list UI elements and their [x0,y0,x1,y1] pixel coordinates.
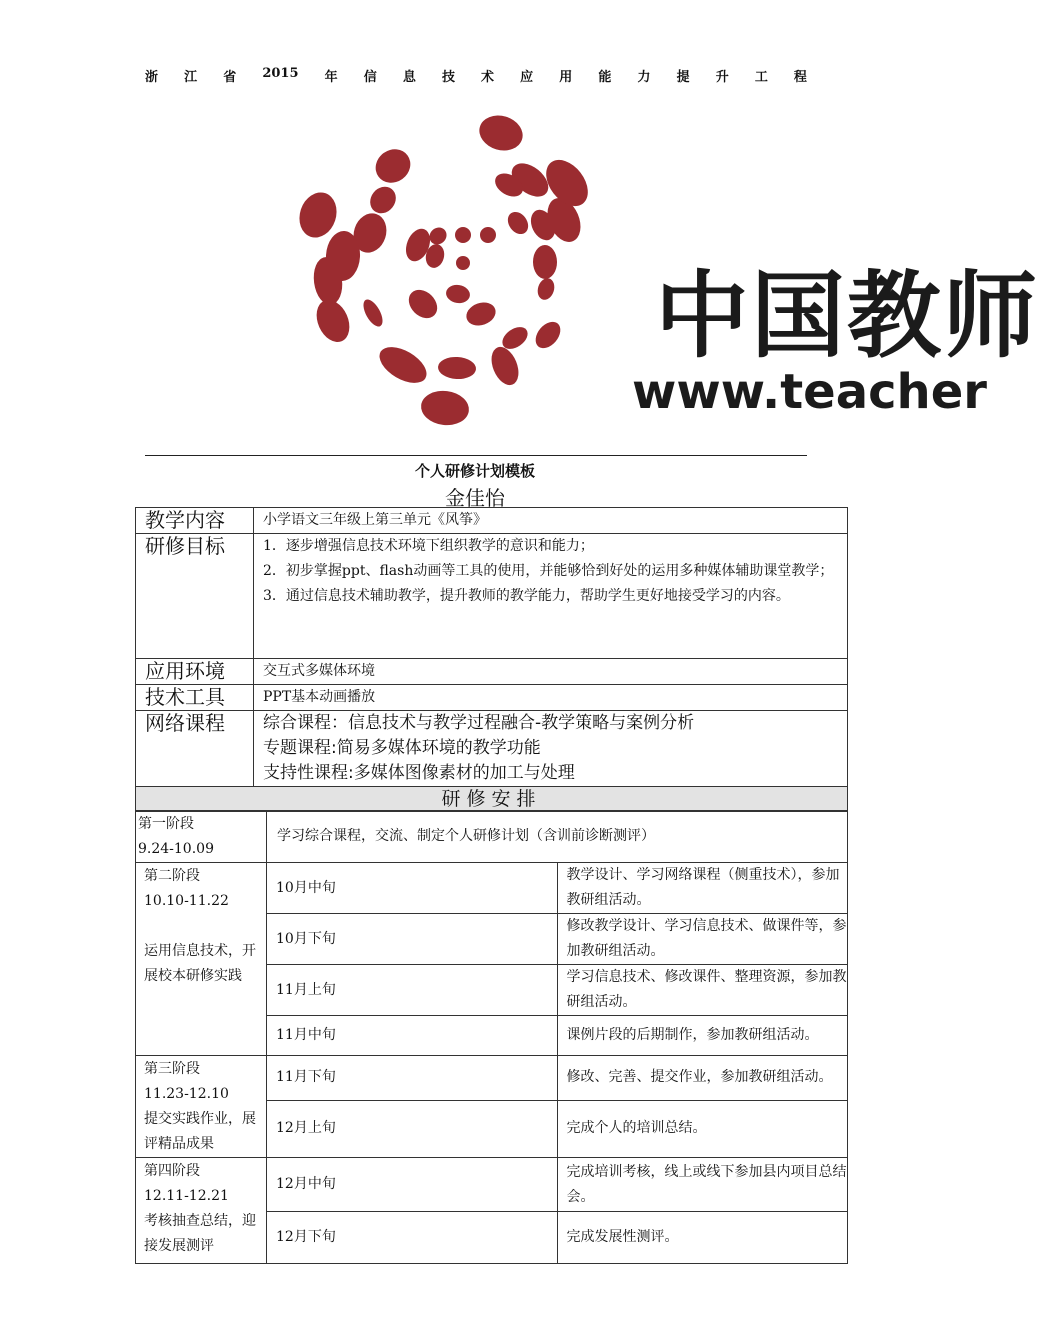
stage-dates: 10.10-11.22 [144,893,229,909]
stage-name: 第一阶段 [138,816,194,832]
header-char: 省 [223,70,237,85]
goal-row [136,534,848,659]
header-char: 江 [184,70,198,85]
tool-value: PPT基本动画播放 [254,685,848,711]
logo-petal [419,388,471,428]
logo-petal [445,283,472,305]
env-label: 应用环境 [136,659,254,685]
task-cell: 修改教学设计、学习信息技术、做课件等，参加教研组活动。 [557,914,848,965]
goal-value [254,534,848,659]
page-header [145,66,807,85]
header-char: 应 [520,70,534,85]
month-cell: 11月中旬 [267,1016,558,1056]
month-cell: 10月中旬 [267,863,558,914]
header-char: 信 [363,70,377,85]
schedule-table [135,810,848,1264]
stage1-task: 学习综合课程，交流、制定个人研修计划（含训前诊断测评） [267,811,848,863]
header-char: 术 [481,70,495,85]
header-divider [145,455,807,456]
logo-petal [456,256,470,270]
task-cell: 完成培训考核，线上或线下参加县内项目总结会。 [557,1158,848,1212]
task-cell: 完成个人的培训总结。 [557,1100,848,1157]
header-char: 技 [441,70,455,85]
header-char: 提 [676,70,690,85]
stage-name: 第四阶段 [144,1163,200,1179]
task-cell: 课例片段的后期制作，参加教研组活动。 [557,1016,848,1056]
stage-desc: 考核抽查总结，迎接发展测评 [144,1213,256,1254]
logo-petal [437,356,476,380]
logo-petal [477,224,500,247]
logo-petal [463,299,499,330]
course-value [254,711,848,787]
logo-petal [475,111,527,156]
header-char: 升 [715,70,729,85]
course-item: 综合课程：信息技术与教学过程融合-教学策略与案例分析 [263,713,695,733]
stage-desc: 运用信息技术，开展校本研修实践 [144,943,256,984]
header-char: 工 [754,70,768,85]
logo-petal [294,188,343,243]
task-cell: 学习信息技术、修改课件、整理资源，参加教研组活动。 [557,965,848,1016]
logo-petal [455,227,471,243]
header-char: 能 [598,70,612,85]
schedule-title-row [136,787,848,812]
logo-petal [373,340,432,391]
month-cell: 11月下旬 [267,1056,558,1101]
tool-label: 技术工具 [136,685,254,711]
month-cell: 12月上旬 [267,1100,558,1157]
logo-brand-url: www.teacher [632,364,987,420]
stage-desc: 提交实践作业，展评精品成果 [144,1111,256,1152]
stage-dates: 9.24-10.09 [138,841,214,857]
teacher-logo [240,108,1039,420]
goal-item: 3．通过信息技术辅助教学，提升教师的教学能力，帮助学生更好地接受学习的内容。 [263,588,790,604]
env-value: 交互式多媒体环境 [254,659,848,685]
month-cell: 11月上旬 [267,965,558,1016]
header-char: 浙 [145,70,159,85]
plan-table [135,507,848,812]
doc-author: 金佳怡 [445,486,505,510]
stage2-cell [136,863,267,1056]
month-cell: 12月中旬 [267,1158,558,1212]
goal-item: 1．逐步增强信息技术环境下组织教学的意识和能力； [263,538,594,554]
task-cell: 完成发展性测评。 [557,1212,848,1264]
logo-petal [531,317,566,353]
logo-petal [365,182,401,219]
logo-petal [533,245,557,279]
logo-petal [486,343,523,389]
stage3-cell [136,1056,267,1158]
table-row [136,1056,848,1101]
env-row [136,659,848,685]
header-char: 年 [324,70,338,85]
course-item: 支持性课程:多媒体图像素材的加工与处理 [263,763,575,783]
course-label: 网络课程 [136,711,254,787]
stage4-cell [136,1158,267,1264]
doc-title: 个人研修计划模板 [414,462,535,480]
month-cell: 12月下旬 [267,1212,558,1264]
logo-petal [504,208,533,238]
header-char: 用 [559,70,573,85]
tool-row [136,685,848,711]
logo-petal [310,295,355,347]
table-row [136,1158,848,1212]
content-row [136,508,848,534]
logo-petal [360,296,387,329]
goal-item: 2．初步掌握ppt、flash动画等工具的使用，并能够恰到好处的运用多种媒体辅助课堂教学； [263,563,834,579]
course-row [136,711,848,787]
stage-name: 第二阶段 [144,868,200,884]
logo-brand-cn: 中国教师 [655,262,1039,371]
header-char: 力 [637,70,651,85]
content-value: 小学语文三年级上第三单元《风筝》 [254,508,848,534]
stage-spacer [144,914,266,939]
schedule-title: 研修安排 [136,787,848,812]
stage-dates: 11.23-12.10 [144,1086,229,1102]
content-label: 教学内容 [136,508,254,534]
header-char: 程 [793,70,807,85]
goal-label: 研修目标 [136,534,254,659]
month-cell: 10月下旬 [267,914,558,965]
logo-petal [369,142,417,189]
logo-petal [535,276,557,302]
stage1-row [136,811,848,863]
task-cell: 修改、完善、提交作业，参加教研组活动。 [557,1056,848,1101]
table-row [136,863,848,914]
header-char: 息 [402,70,416,85]
logo-petal [403,284,443,324]
header-char: 2015 [262,66,299,81]
stage1-cell [136,811,267,863]
stage-dates: 12.11-12.21 [144,1188,229,1204]
stage-name: 第三阶段 [144,1061,200,1077]
course-item: 专题课程:简易多媒体环境的教学功能 [263,738,541,758]
task-cell: 教学设计、学习网络课程（侧重技术），参加教研组活动。 [557,863,848,914]
